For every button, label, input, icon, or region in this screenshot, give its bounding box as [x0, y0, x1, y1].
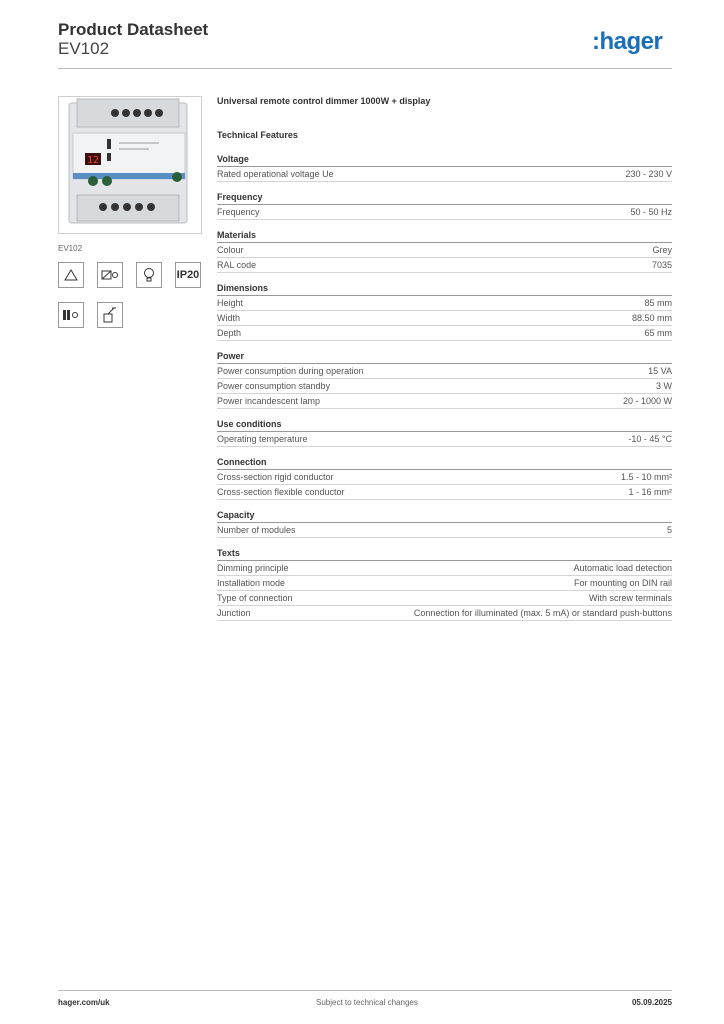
spec-row [217, 432, 672, 447]
warning-triangle-icon [58, 262, 84, 288]
push-button-icon [97, 302, 123, 328]
footer-website: hager.com/uk [58, 998, 110, 1007]
spec-label: Cross-section flexible conductor [217, 487, 345, 497]
spec-label: Width [217, 313, 241, 323]
spec-row [217, 379, 672, 394]
spec-label: Operating temperature [217, 434, 308, 444]
spec-row [217, 326, 672, 341]
spec-label: Installation mode [217, 578, 286, 588]
spec-group-title: Use conditions [217, 419, 672, 432]
spec-label: Type of connection [217, 593, 293, 603]
ip20-label: IP20 [176, 269, 200, 281]
spec-group [217, 351, 672, 409]
spec-label: Number of modules [217, 525, 296, 535]
header-divider [58, 68, 672, 69]
technical-features-title: Technical Features [217, 130, 298, 140]
spec-row [217, 296, 672, 311]
lamp-bulb-icon [136, 262, 162, 288]
footer-date: 05.09.2025 [631, 998, 672, 1007]
spec-label: Colour [217, 245, 244, 255]
spec-group [217, 548, 672, 621]
spec-row [217, 523, 672, 538]
spec-label: Cross-section rigid conductor [217, 472, 334, 482]
spec-row [217, 394, 672, 409]
din-rail-module-icon [58, 302, 84, 328]
spec-value: 15 VA [648, 366, 672, 376]
technical-specs [217, 96, 672, 621]
spec-group-title: Texts [217, 548, 672, 561]
spec-label: Power incandescent lamp [217, 396, 321, 406]
spec-group-title: Dimensions [217, 283, 672, 296]
product-title: Universal remote control dimmer 1000W + display [217, 96, 431, 106]
spec-value: 230 - 230 V [625, 169, 672, 179]
spec-value: -10 - 45 °C [628, 434, 672, 444]
spec-label: Depth [217, 328, 242, 338]
spec-group [217, 510, 672, 538]
spec-group [217, 154, 672, 182]
spec-label: Power consumption standby [217, 381, 331, 391]
spec-value: For mounting on DIN rail [573, 578, 672, 588]
spec-value: Grey [652, 245, 672, 255]
page-subtitle: EV102 [58, 39, 110, 58]
spec-label: Rated operational voltage Ue [217, 169, 334, 179]
display-digits: 12 [87, 155, 100, 166]
spec-value: 20 - 1000 W [622, 396, 672, 406]
spec-group [217, 283, 672, 341]
spec-value: 1 - 16 mm² [628, 487, 672, 497]
spec-value: 85 mm [644, 298, 672, 308]
spec-value: 3 W [655, 381, 672, 391]
spec-value: 5 [666, 525, 672, 535]
spec-row [217, 243, 672, 258]
spec-value: 65 mm [644, 328, 672, 338]
spec-label: Power consumption during operation [217, 366, 364, 376]
spec-group-title: Connection [217, 457, 672, 470]
spec-row [217, 576, 672, 591]
spec-group-title: Power [217, 351, 672, 364]
spec-value: Automatic load detection [573, 563, 672, 573]
spec-row [217, 205, 672, 220]
spec-label: Frequency [217, 207, 260, 217]
spec-row [217, 258, 672, 273]
product-image [58, 96, 202, 234]
dimmer-module-illustration [59, 97, 201, 233]
spec-row [217, 470, 672, 485]
spec-row [217, 167, 672, 182]
spec-row [217, 311, 672, 326]
spec-row [217, 606, 672, 621]
spec-label: Height [217, 298, 244, 308]
spec-group-title: Capacity [217, 510, 672, 523]
spec-value: Connection for illuminated (max. 5 mA) or standard push-buttons [413, 608, 672, 618]
spec-group [217, 192, 672, 220]
spec-group [217, 230, 672, 273]
spec-group [217, 419, 672, 447]
spec-group [217, 457, 672, 500]
spec-label: Junction [217, 608, 251, 618]
spec-value: 88.50 mm [631, 313, 672, 323]
spec-group-title: Voltage [217, 154, 672, 167]
spec-row [217, 485, 672, 500]
spec-group-title: Frequency [217, 192, 672, 205]
spec-value: 7035 [651, 260, 672, 270]
spec-groups [217, 154, 672, 621]
footer-notice: Subject to technical changes [316, 998, 418, 1007]
footer-divider [58, 990, 672, 991]
spec-value: 1.5 - 10 mm² [620, 472, 672, 482]
brand-logo: :hager [592, 28, 663, 55]
spec-row [217, 364, 672, 379]
page-title: Product Datasheet [58, 20, 209, 39]
dimmer-symbol-icon [97, 262, 123, 288]
spec-row [217, 561, 672, 576]
spec-label: Dimming principle [217, 563, 289, 573]
ip20-icon [175, 262, 201, 288]
image-caption: EV102 [58, 244, 83, 253]
spec-value: With screw terminals [588, 593, 672, 603]
spec-group-title: Materials [217, 230, 672, 243]
spec-row [217, 591, 672, 606]
spec-label: RAL code [217, 260, 257, 270]
spec-value: 50 - 50 Hz [630, 207, 672, 217]
